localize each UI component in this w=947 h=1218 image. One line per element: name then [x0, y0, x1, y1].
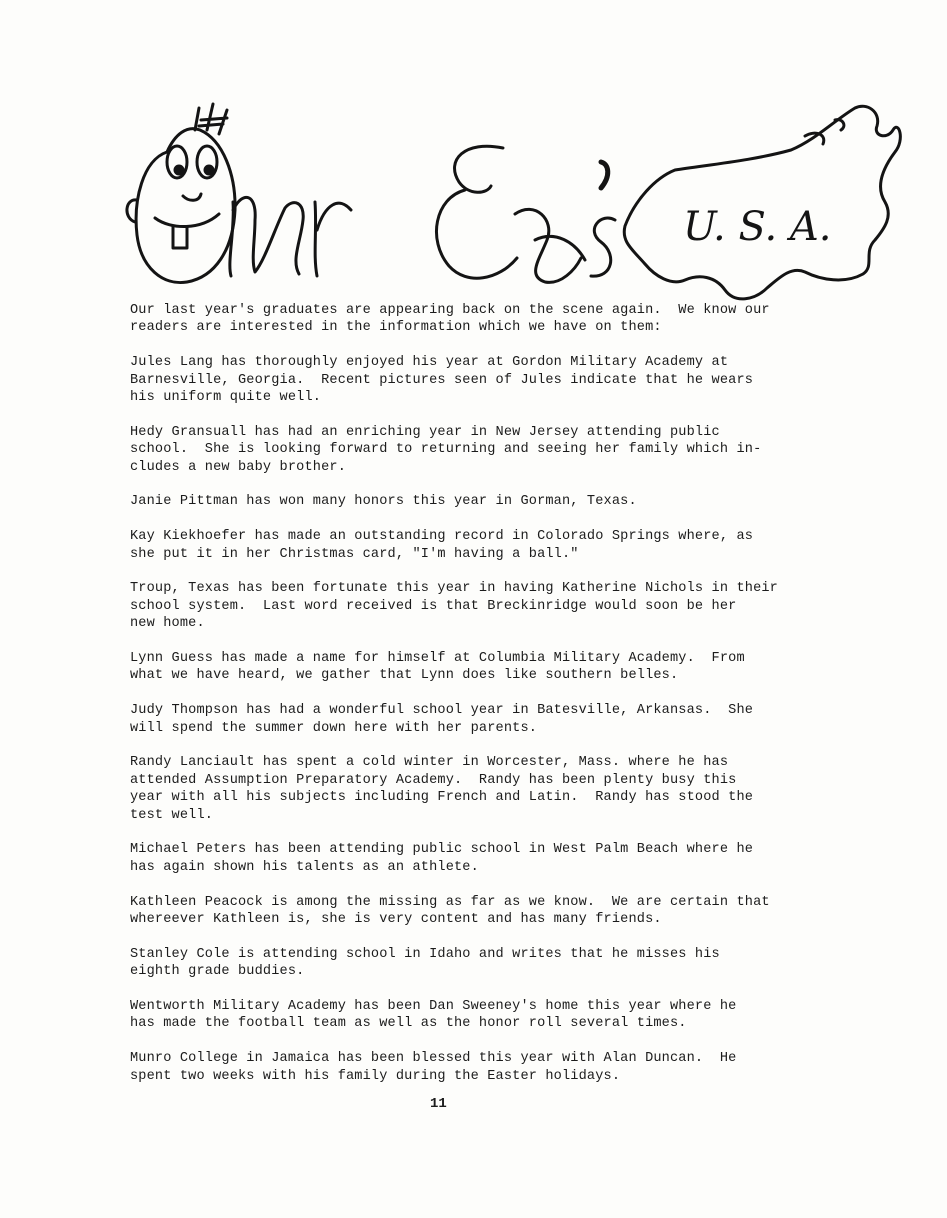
- paragraph-michael-peters: Michael Peters has been attending public school in West Palm Beach where he has again shown his talents as an athlete.: [130, 842, 754, 875]
- page-number: 11: [430, 1096, 447, 1112]
- paragraph-lynn-guess: Lynn Guess has made a name for himself at Columbia Military Academy. From what we have heard, we gather that Lynn does like southern belles.: [130, 651, 745, 684]
- map-label: U. S. A.: [683, 204, 832, 250]
- usa-map-outline: [624, 106, 900, 299]
- paragraph-alan-duncan: Munro College in Jamaica has been blessed this year with Alan Duncan. He spent two weeks with his family during the Easter holidays.: [130, 1051, 737, 1084]
- title-letters-ex: [436, 146, 517, 278]
- title-letters-ur: [230, 197, 303, 276]
- cartoon-mouth: [155, 214, 219, 227]
- paragraph-kathleen-peacock: Kathleen Peacock is among the missing as far as we know. We are certain that whereever Kathleen is, she is very content and has many friends.: [130, 894, 770, 928]
- article-body: [130, 302, 820, 1102]
- paragraph-dan-sweeney: Wentworth Military Academy has been Dan Sweeney's home this year where he has made the football team as well as the honor roll several times.: [130, 999, 737, 1032]
- title-letter-s: [591, 218, 615, 276]
- paragraph-stanley-cole: Stanley Cole is attending school in Idaho and writes that he misses his eighth grade buddies.: [130, 946, 720, 980]
- title-apostrophe: [601, 162, 608, 188]
- paragraph-randy-lanciault: Randy Lanciault has spent a cold winter in Worcester, Mass. where he has attended Assumption Preparatory Academy. Randy has been plenty busy this year with all his subjects including French and Latin. Randy has stood the test well.: [130, 755, 754, 823]
- paragraph-kay-kiekhoefer: Kay Kiekhoefer has made an outstanding record in Colorado Springs where, as she put it in her Christmas card, "I'm having a ball.": [130, 529, 754, 562]
- header-illustration: [115, 90, 905, 315]
- paragraph-judy-thompson: Judy Thompson has had a wonderful school year in Batesville, Arkansas. She will spend the summer down here with her parents.: [130, 703, 754, 736]
- intro-paragraph: Our last year's graduates are appearing back on the scene again. We know our readers are interested in the information which we have on them:: [130, 303, 770, 336]
- paragraph-janie-pittman: Janie Pittman has won many honors this year in Gorman, Texas.: [130, 494, 637, 510]
- cartoon-nose: [183, 194, 201, 200]
- paragraph-katherine-nichols: Troup, Texas has been fortunate this year in having Katherine Nichols in their school system. Last word received is that Breckinridge would soon be her new home.: [130, 581, 778, 632]
- paragraph-jules-lang: Jules Lang has thoroughly enjoyed his year at Gordon Military Academy at Barnesville, Georgia. Recent pictures seen of Jules indicate that he wears his uniform quite well.: [130, 355, 754, 406]
- paragraph-hedy-gransuall: Hedy Gransuall has had an enriching year in New Jersey attending public school. She is looking forward to returning and seeing her family which in- cludes a new baby brother.: [130, 424, 762, 475]
